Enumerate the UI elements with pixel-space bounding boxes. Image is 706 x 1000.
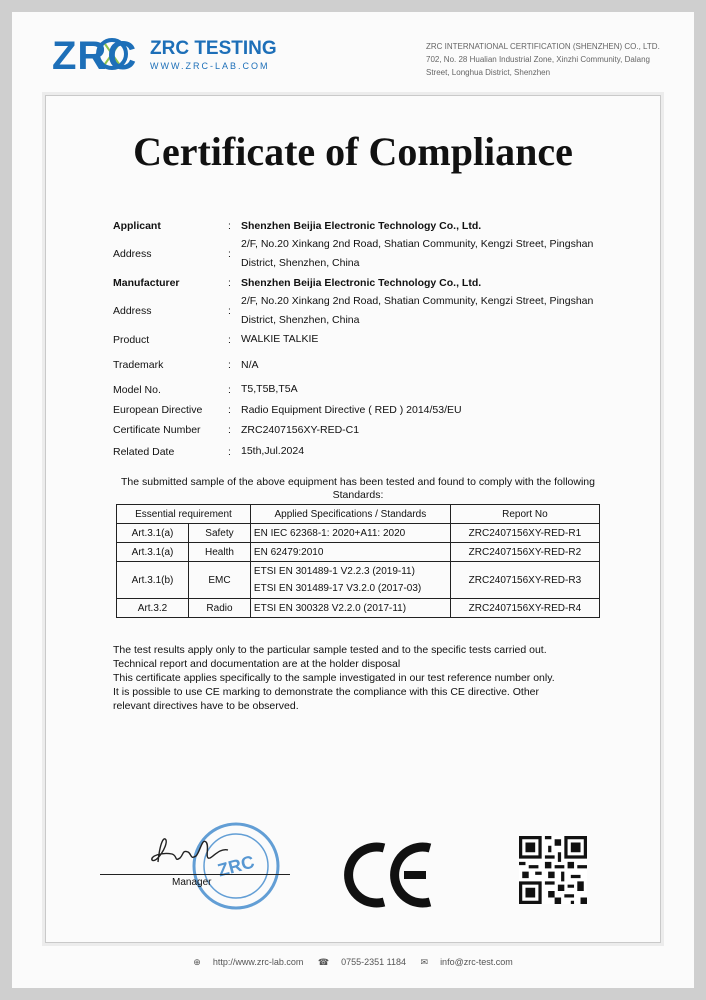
category-cell: Safety — [189, 524, 251, 543]
colon: : — [228, 220, 231, 232]
svg-text:ZRC: ZRC — [215, 851, 257, 881]
article-cell: Art.3.1(a) — [117, 524, 189, 543]
directive-label: European Directive — [113, 404, 203, 416]
address-value — [241, 235, 603, 273]
address-line: 2/F, No.20 Xinkang 2nd Road, Shatian Community, Kengzi Street, Pingshan — [241, 295, 594, 307]
note-line: relevant directives have to be observed. — [113, 700, 299, 712]
report-cell: ZRC2407156XY-RED-R4 — [450, 599, 599, 618]
product-value: WALKIE TALKIE — [241, 333, 319, 345]
phone-icon: ☎ — [317, 957, 330, 967]
footer-email[interactable]: info@zrc-test.com — [440, 957, 513, 967]
article-cell: Art.3.2 — [117, 599, 189, 618]
model-label: Model No. — [113, 384, 161, 396]
colon: : — [228, 446, 231, 458]
table-row — [117, 543, 600, 562]
colon: : — [228, 334, 231, 346]
note-line: It is possible to use CE marking to demonstrate the compliance with this CE directive. Other — [113, 686, 540, 698]
standards-table — [116, 504, 600, 618]
intro-line: Standards: — [332, 489, 384, 501]
brand-name: ZRC TESTING — [150, 38, 277, 59]
certificate-number-label: Certificate Number — [113, 424, 201, 436]
email-icon: ✉ — [420, 957, 429, 967]
signature-icon — [148, 832, 238, 872]
product-label: Product — [113, 334, 150, 346]
table-row — [117, 562, 600, 599]
table-row — [117, 524, 600, 543]
spec-line: ETSI EN 301489-1 V2.2.3 (2019-11) — [253, 566, 415, 577]
table-header: Report No — [450, 505, 599, 524]
applicant-value: Shenzhen Beijia Electronic Technology Co., Ltd. — [241, 220, 482, 232]
address-line: 2/F, No.20 Xinkang 2nd Road, Shatian Community, Kengzi Street, Pingshan — [241, 238, 594, 250]
note-line: Technical report and documentation are at the holder disposal — [113, 658, 401, 670]
article-cell: Art.3.1(b) — [117, 562, 189, 599]
trademark-label: Trademark — [113, 359, 164, 371]
directive-value: Radio Equipment Directive ( RED ) 2014/53/EU — [241, 404, 462, 416]
table-row — [117, 599, 600, 618]
address-label: Address — [113, 305, 152, 317]
table-header-row — [117, 505, 600, 524]
model-value: T5,T5B,T5A — [241, 383, 298, 395]
footer — [0, 957, 706, 968]
address-value — [241, 292, 603, 330]
company-line: Street, Longhua District, Shenzhen — [426, 68, 551, 77]
signature-line — [100, 874, 290, 875]
certificate-title: Certificate of Compliance — [133, 129, 573, 174]
spec-line: ETSI EN 301489-17 V3.2.0 (2017-03) — [253, 583, 422, 594]
category-cell: Radio — [189, 599, 251, 618]
applicant-label: Applicant — [113, 220, 161, 232]
intro-line: The submitted sample of the above equipment has been tested and found to comply with the following — [121, 476, 595, 488]
note-line: This certificate applies specifically to the sample investigated in our test reference number only. — [113, 672, 555, 684]
colon: : — [228, 404, 231, 416]
colon: : — [228, 359, 231, 371]
category-cell: Health — [189, 543, 251, 562]
trademark-value: N/A — [241, 359, 259, 371]
spec-cell: ETSI EN 300328 V2.2.0 (2017-11) — [250, 599, 450, 618]
related-date-value: 15th,Jul.2024 — [241, 445, 305, 457]
company-line: ZRC INTERNATIONAL CERTIFICATION (SHENZHEN) CO., LTD. — [426, 42, 660, 51]
manufacturer-value: Shenzhen Beijia Electronic Technology Co., Ltd. — [241, 277, 482, 289]
colon: : — [228, 305, 231, 317]
report-cell: ZRC2407156XY-RED-R2 — [450, 543, 599, 562]
colon: : — [228, 384, 231, 396]
article-cell: Art.3.1(a) — [117, 543, 189, 562]
colon: : — [228, 424, 231, 436]
footer-phone: 0755-2351 1184 — [341, 957, 406, 967]
notes-block — [113, 643, 603, 713]
colon: : — [228, 277, 231, 289]
spec-cell: EN IEC 62368-1: 2020+A11: 2020 — [250, 524, 450, 543]
address-line: District, Shenzhen, China — [241, 314, 360, 326]
company-address-block — [426, 40, 666, 79]
manufacturer-label: Manufacturer — [113, 277, 180, 289]
category-cell: EMC — [189, 562, 251, 599]
company-line: 702, No. 28 Hualian Industrial Zone, Xinzhi Community, Dalang — [426, 55, 650, 64]
address-line: District, Shenzhen, China — [241, 257, 360, 269]
spec-cell — [250, 562, 450, 599]
standards-intro — [113, 476, 603, 502]
ce-mark-icon — [342, 840, 438, 910]
footer-web-link[interactable]: http://www.zrc-lab.com — [212, 957, 304, 967]
address-label: Address — [113, 248, 152, 260]
report-cell: ZRC2407156XY-RED-R1 — [450, 524, 599, 543]
report-cell: ZRC2407156XY-RED-R3 — [450, 562, 599, 599]
brand-web: WWW.ZRC-LAB.COM — [150, 61, 270, 71]
colon: : — [228, 248, 231, 260]
web-icon: ⊕ — [193, 957, 201, 967]
qr-code-icon — [519, 836, 587, 904]
manager-label: Manager — [172, 877, 212, 888]
spec-cell: EN 62479:2010 — [250, 543, 450, 562]
table-header: Essential requirement — [117, 505, 251, 524]
note-line: The test results apply only to the particular sample tested and to the specific tests carried out. — [113, 644, 547, 656]
table-header: Applied Specifications / Standards — [250, 505, 450, 524]
related-date-label: Related Date — [113, 446, 175, 458]
logo-mark-text: ZRC — [52, 34, 138, 78]
certificate-number-value: ZRC2407156XY-RED-C1 — [241, 424, 360, 436]
